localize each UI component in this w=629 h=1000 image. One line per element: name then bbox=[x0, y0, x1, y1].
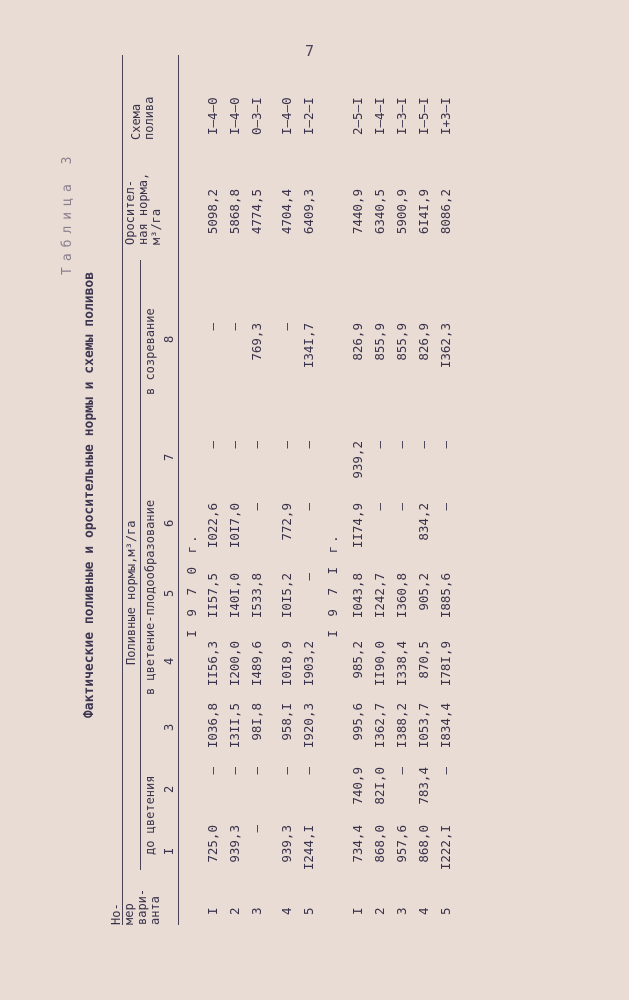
phase-ripening: в созревание bbox=[143, 308, 157, 395]
table-row: 5 I222,I – I834,4 I78I,9 I885,6 – – I362,3 8086,2 I+3–I bbox=[438, 97, 453, 915]
table-row: 3 957,6 – I388,2 I338,4 I360,8 – – 855,9 5900,9 I–3–I bbox=[394, 97, 409, 915]
year-heading-1971: I 9 7 I г. bbox=[325, 532, 340, 638]
irrigation-norm-header: Оросител- ная норма, м³/га bbox=[123, 172, 163, 245]
col-num-1: I bbox=[162, 847, 176, 855]
col-num-8: 8 bbox=[162, 335, 176, 343]
table-row: 3 – – 98I,8 I489,6 I533,8 – – 769,3 4774,5 0–3–I bbox=[249, 97, 264, 915]
table-title: Фактические поливные и оросительные нормы и схемы поливов bbox=[82, 271, 97, 719]
table-row: 4 939,3 – 958,I I0I8,9 I0I5,2 772,9 – – 4704,4 I–4–0 bbox=[279, 97, 294, 915]
header-bottom-rule bbox=[178, 55, 179, 925]
table-row: 2 939,3 – I3II,5 I200,0 I40I,0 I0I7,0 – – 5868,8 I–4–0 bbox=[227, 97, 242, 915]
col-num-4: 4 bbox=[162, 657, 176, 665]
col-num-6: 6 bbox=[162, 519, 176, 527]
page-number: 7 bbox=[305, 42, 315, 60]
table-row: I 734,4 740,9 995,6 985,2 I043,8 II74,9 939,2 826,9 7440,9 2–5–I bbox=[350, 97, 365, 915]
variant-header: Но- мер вари- анта bbox=[109, 888, 162, 925]
col-num-2: 2 bbox=[162, 785, 176, 793]
table-row: 2 868,0 82I,0 I362,7 II90,0 I242,7 – – 855,9 6340,5 I–4–I bbox=[372, 97, 387, 915]
group-rule bbox=[140, 260, 141, 870]
scheme-header: Схема полива bbox=[129, 96, 156, 140]
group-header: Поливные нормы,м³/га bbox=[124, 520, 138, 665]
table-row: I 725,0 – I036,8 II56,3 II57,5 I022,6 – – 5098,2 I–4–0 bbox=[205, 97, 220, 915]
col-num-5: 5 bbox=[162, 589, 176, 597]
irrigation-table bbox=[60, 35, 580, 965]
col-num-3: 3 bbox=[162, 723, 176, 731]
table-row: 5 I244,I – I920,3 I903,2 – – – I34I,7 6409,3 I–2–I bbox=[301, 97, 316, 915]
year-heading-1970: I 9 7 0 г. bbox=[184, 532, 199, 638]
col-num-7: 7 bbox=[162, 453, 176, 461]
rotated-table-page bbox=[60, 35, 580, 965]
phase-before-bloom: до цветения bbox=[143, 775, 157, 855]
phase-bloom: в цветение-плодообразование bbox=[143, 499, 157, 695]
table-label: Таблица 3 bbox=[60, 150, 75, 275]
table-row: 4 868,0 783,4 I053,7 870,5 905,2 834,2 – 826,9 6I4I,9 I–5–I bbox=[416, 97, 431, 915]
